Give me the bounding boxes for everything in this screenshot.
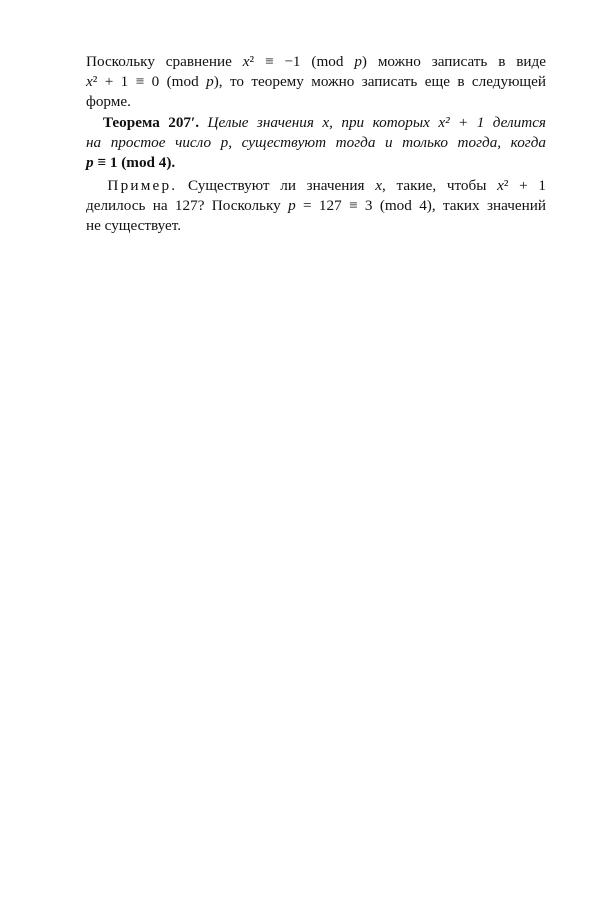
text-line: не существует. — [86, 217, 182, 234]
text-line: на простое число p, существуют тогда и только тогда, когда — [86, 134, 546, 151]
text-line: делилось на 127? Поскольку p = 127 ≡ 3 (mod 4), таких значений — [86, 197, 546, 214]
text-line: форме. — [86, 93, 131, 110]
text-line: Пример. Существуют ли значения x, такие, чтобы x² + 1 — [107, 177, 546, 194]
text-line: p ≡ 1 (mod 4). — [86, 154, 176, 171]
text-line: x² + 1 ≡ 0 (mod p), то теорему можно записать еще в следующей — [86, 73, 546, 90]
text-line: Поскольку сравнение x² ≡ −1 (mod p) можно записать в виде — [86, 53, 547, 70]
theorem-title: Теорема 207′. Целые значения x, при которых x² + 1 делится — [86, 114, 546, 131]
